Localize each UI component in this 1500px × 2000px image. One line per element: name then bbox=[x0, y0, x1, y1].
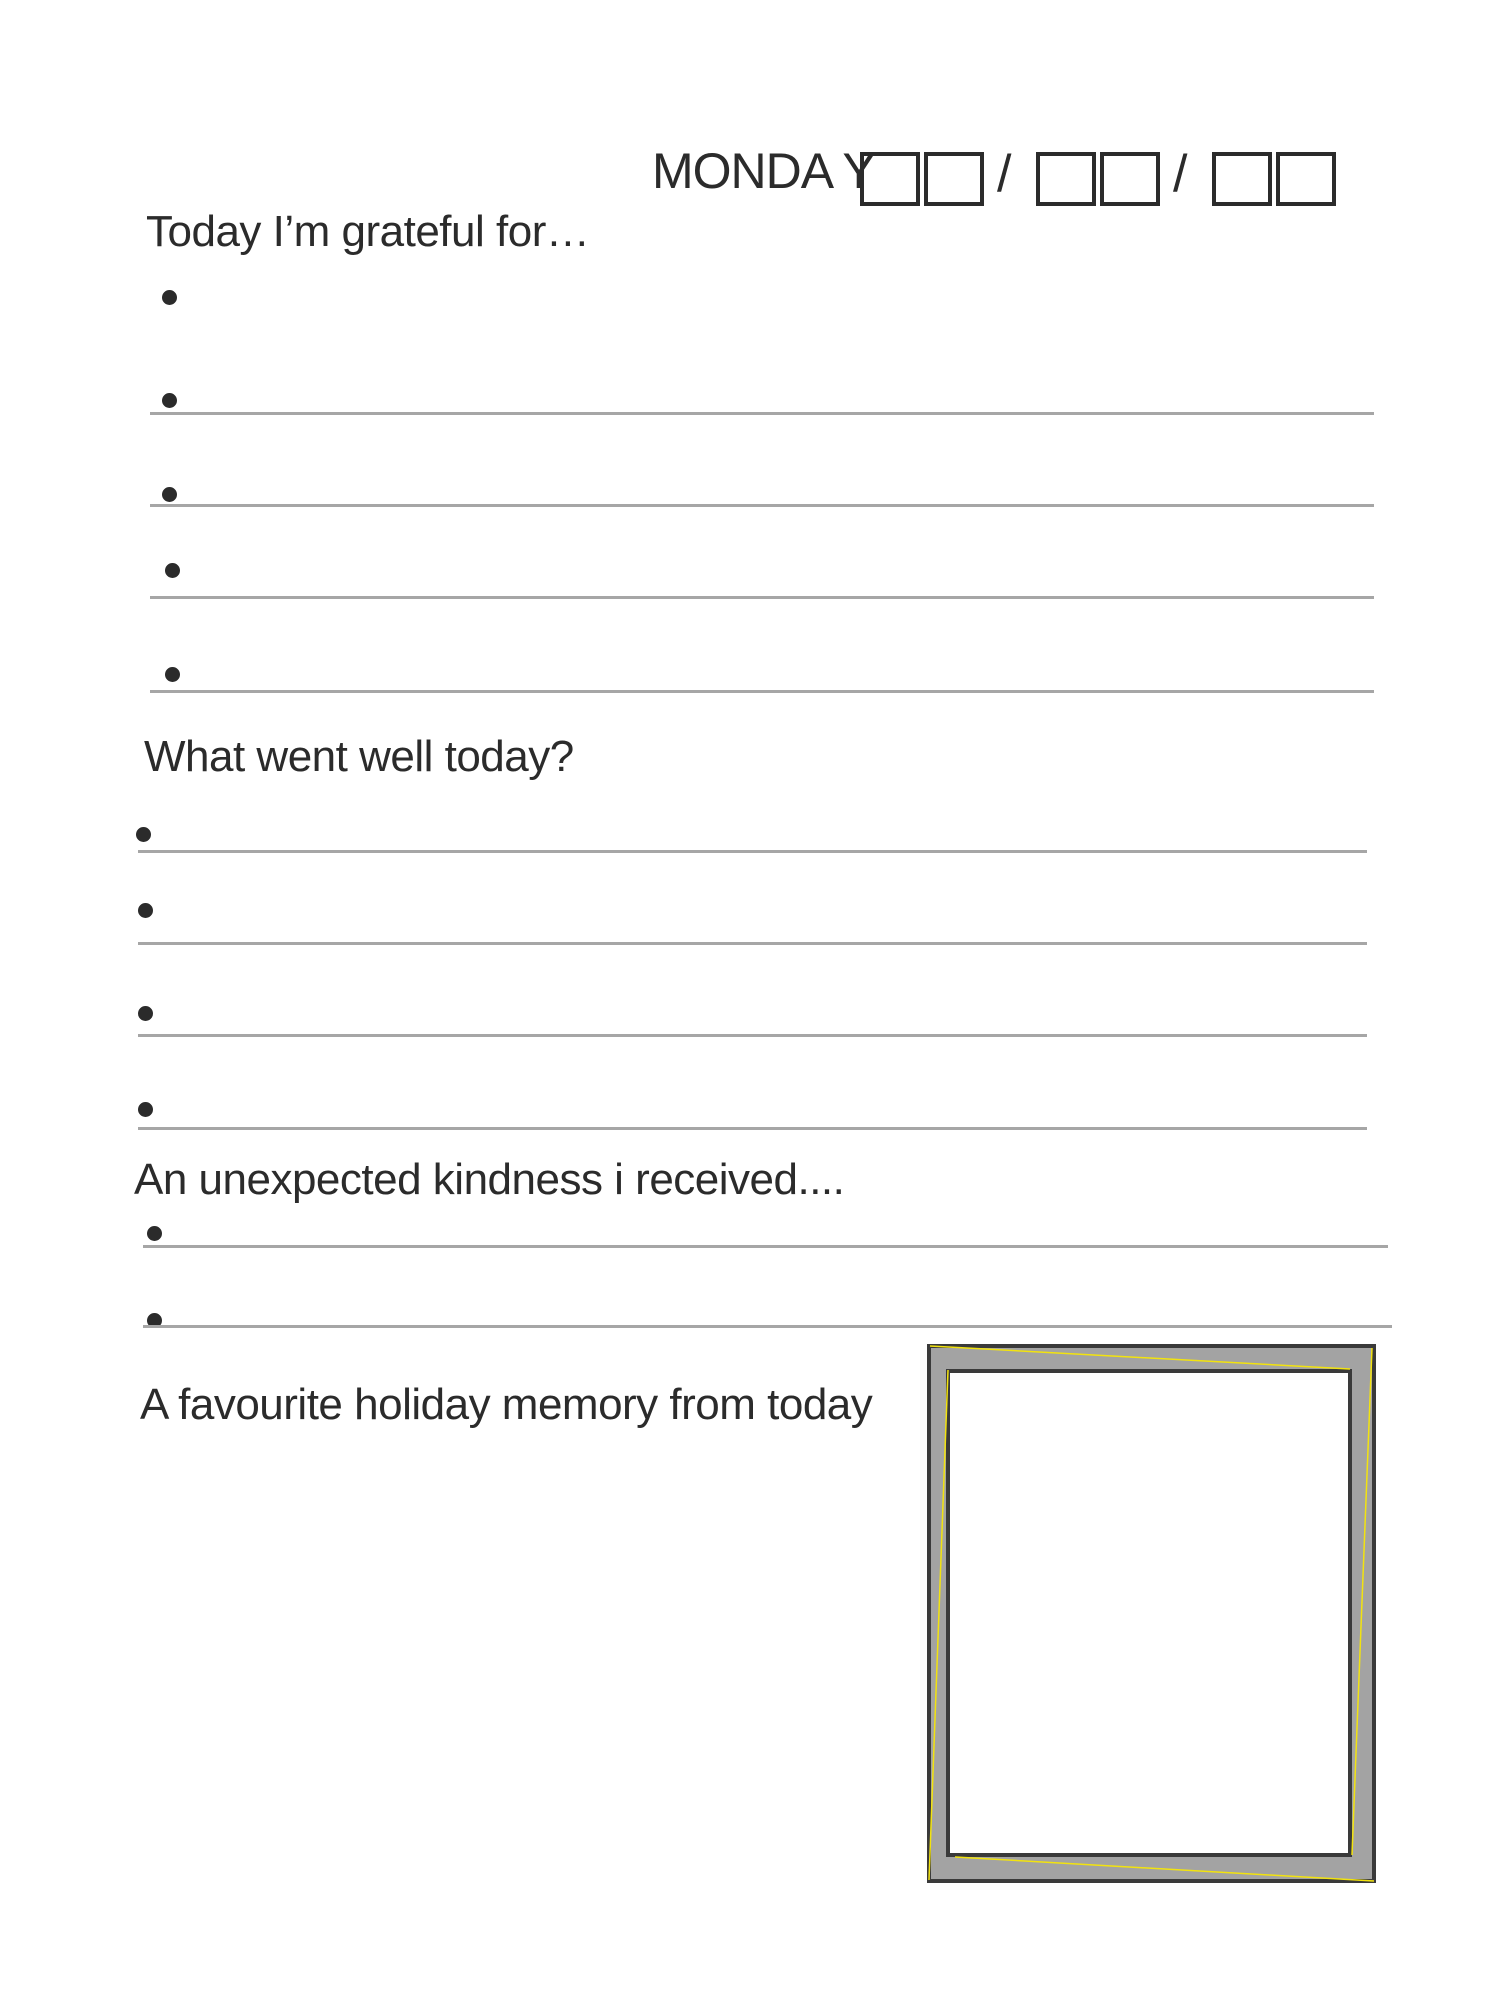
day-label: MONDA Y bbox=[652, 143, 875, 199]
frame-accent-left bbox=[929, 1370, 948, 1880]
frame-accent-bottom bbox=[955, 1857, 1374, 1881]
frame-accent-top bbox=[930, 1346, 1350, 1369]
kindness-heading: An unexpected kindness i received.... bbox=[134, 1155, 845, 1204]
memory-heading: A favourite holiday memory from today bbox=[140, 1380, 873, 1429]
went-well-heading: What went well today? bbox=[144, 732, 574, 781]
grateful-heading: Today I’m grateful for… bbox=[146, 207, 590, 256]
date-separator-2: / bbox=[1173, 145, 1188, 203]
date-separator-1: / bbox=[997, 145, 1012, 203]
frame-accent-right bbox=[1352, 1348, 1372, 1855]
